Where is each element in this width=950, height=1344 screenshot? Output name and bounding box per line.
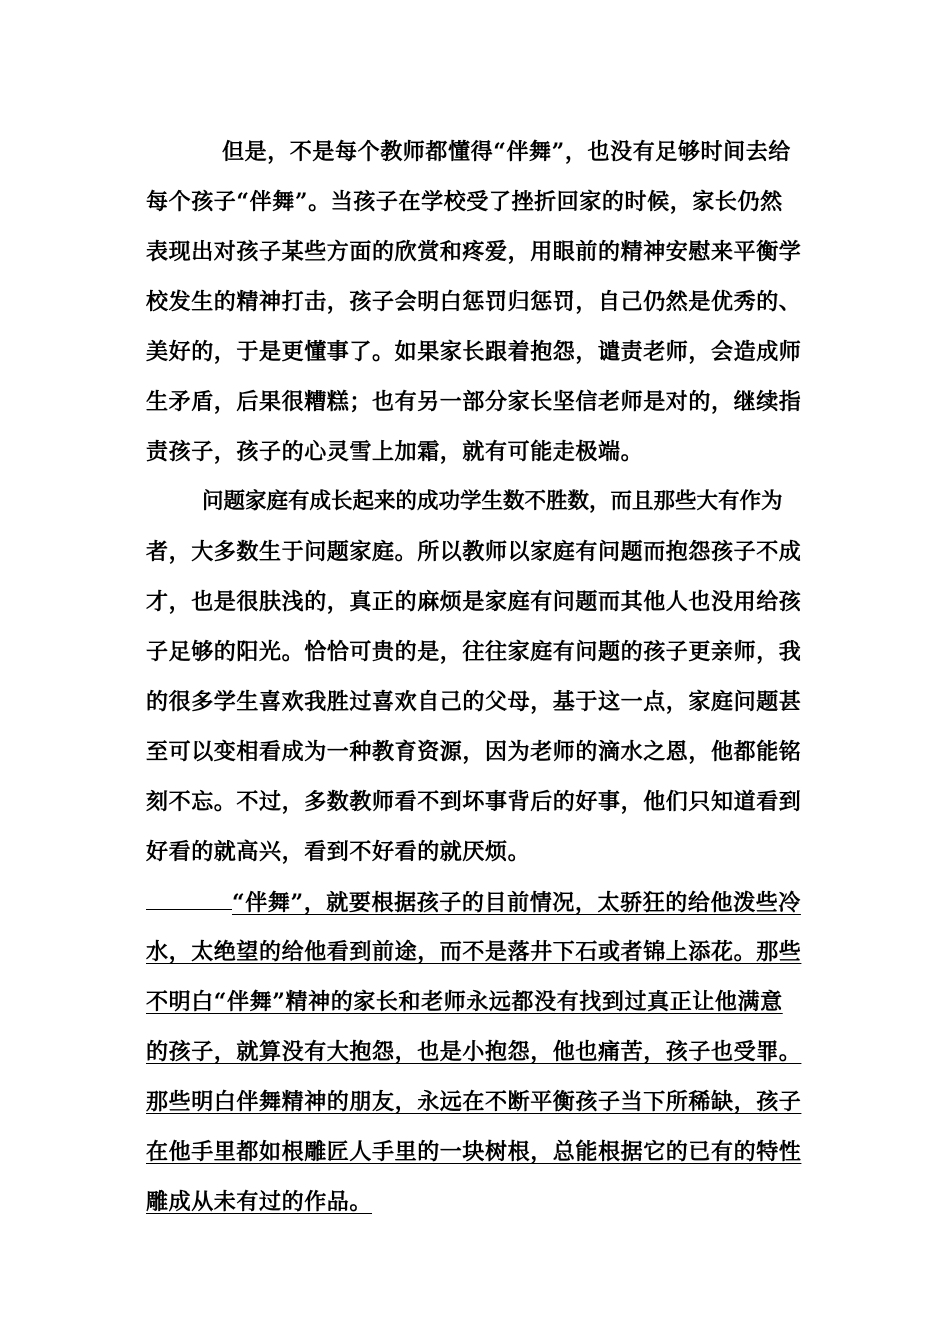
paragraph-1-line-2: 每个孩子“伴舞”。当孩子在学校受了挫折回家的时候，家长仍然 bbox=[146, 189, 783, 215]
paragraph-3-line-6: 在他手里都如根雕匠人手里的一块树根，总能根据它的已有的特性 bbox=[146, 1139, 802, 1165]
paragraph-1-line-6: 生矛盾，后果很糟糕；也有另一部分家长坚信老师是对的，继续指 bbox=[146, 389, 802, 415]
paragraph-2-line-3: 才，也是很肤浅的，真正的麻烦是家庭有问题而其他人也没用给孩 bbox=[146, 589, 802, 615]
paragraph-1-line-1: 但是，不是每个教师都懂得“伴舞”，也没有足够时间去给 bbox=[222, 139, 791, 165]
paragraph-1-line-7: 责孩子，孩子的心灵雪上加霜，就有可能走极端。 bbox=[146, 439, 644, 465]
paragraph-3-line-7: 雕成从未有过的作品。 bbox=[146, 1189, 373, 1215]
paragraph-2-line-7: 刻不忘。不过，多数教师看不到坏事背后的好事，他们只知道看到 bbox=[146, 789, 802, 815]
paragraph-3-line-1-text: “伴舞”，就要根据孩子的目前情况，太骄狂的给他泼些冷 bbox=[232, 890, 801, 916]
paragraph-2-line-2: 者，大多数生于问题家庭。所以教师以家庭有问题而抱怨孩子不成 bbox=[146, 539, 802, 565]
paragraph-1-line-5: 美好的，于是更懂事了。如果家长跟着抱怨，谴责老师，会造成师 bbox=[146, 339, 802, 365]
paragraph-1-line-3: 表现出对孩子某些方面的欣赏和疼爱，用眼前的精神安慰来平衡学 bbox=[146, 239, 802, 265]
paragraph-2-line-5: 的很多学生喜欢我胜过喜欢自己的父母，基于这一点，家庭问题甚 bbox=[146, 689, 802, 715]
paragraph-3-line-5: 那些明白伴舞精神的朋友，永远在不断平衡孩子当下所稀缺，孩子 bbox=[146, 1089, 802, 1115]
paragraph-3-line-1 bbox=[146, 887, 801, 918]
underlined-indent bbox=[146, 887, 232, 910]
paragraph-2-line-4: 子足够的阳光。恰恰可贵的是，往往家庭有问题的孩子更亲师，我 bbox=[146, 639, 802, 665]
paragraph-1-line-4: 校发生的精神打击，孩子会明白惩罚归惩罚，自己仍然是优秀的、 bbox=[146, 289, 802, 315]
paragraph-3-line-3: 不明白“伴舞”精神的家长和老师永远都没有找到过真正让他满意 bbox=[146, 989, 783, 1015]
paragraph-3-line-2: 水，太绝望的给他看到前途，而不是落井下石或者锦上添花。那些 bbox=[146, 939, 802, 965]
paragraph-2-line-8: 好看的就高兴，看到不好看的就厌烦。 bbox=[146, 839, 531, 865]
paragraph-3-line-4: 的孩子，就算没有大抱怨，也是小抱怨，他也痛苦，孩子也受罪。 bbox=[146, 1039, 802, 1065]
paragraph-2-line-6: 至可以变相看成为一种教育资源，因为老师的滴水之恩，他都能铭 bbox=[146, 739, 802, 765]
paragraph-2-line-1: 问题家庭有成长起来的成功学生数不胜数，而且那些大有作为 bbox=[202, 489, 783, 514]
